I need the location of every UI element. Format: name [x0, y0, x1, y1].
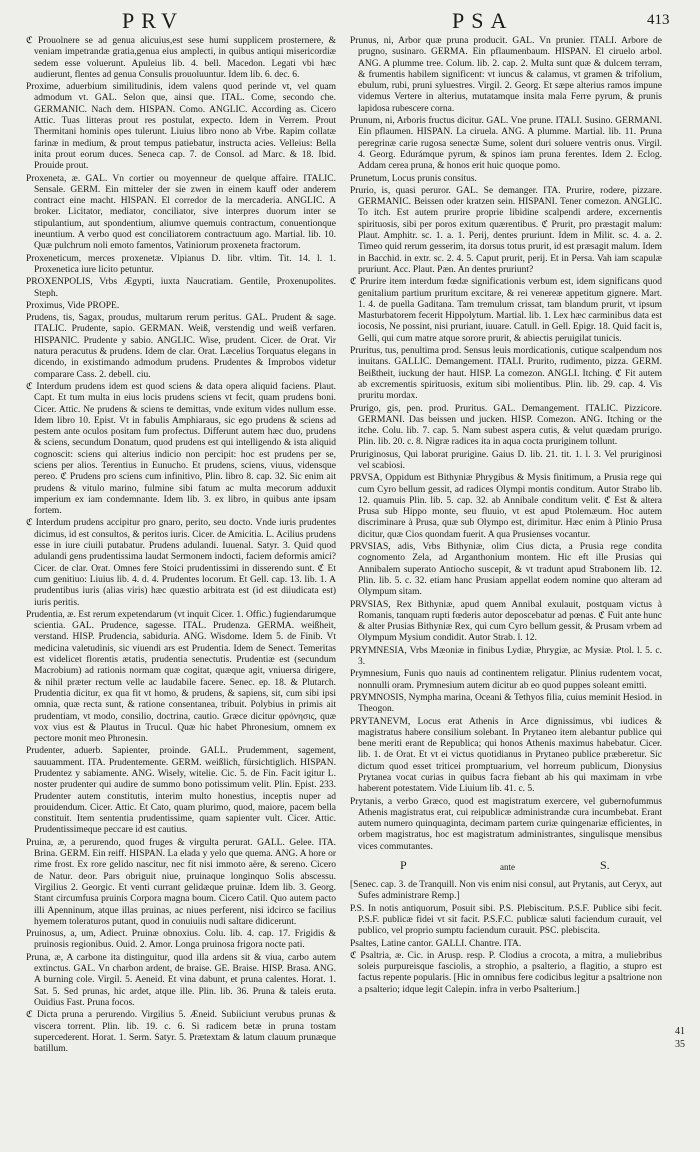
entry: ℭ Interdum prudens idem est quod sciens & data opera aliquid faciens. Plaut. Capt. Et tum multa in eius locis prudens sciens vt fecit, quam prudens boni. Cicer. Attic. Ne prudens & sciens te demittas, vnde exitum vides nullum esse. Idem libro 10. Epist. Vt in fabulis Amphiaraus, sic ego prudens & sciens ad pestem ante oculos positam fum profectus. Differunt autem hæc duo, prudens & sciens, secundum Donatum, quod prudens est qui intelligendo & ista aliquid cognoscit: sciens qui alterius indicio non percipit: hoc est prudens per se, sciens per alios. Terentius in Eunucho. Et prudens, sciens, viuus, vidensque pereo. ℭ Prudens pro sciens cum infinitivo, Plin. libro 8. cap. 32. Sic enim ait prudens & vitulo marino, fulmine sibi fatum ac multa mecorum adduxit imperium ex iam condemnante. Idem lib. 3. ex libro, in quibus ante ipsam fortem. [26, 381, 336, 517]
entry: Prunus, ni, Arbor quæ pruna producit. GAL. Vn prunier. ITALI. Arbore de prugno, susinaro. GERMA. Ein pflaumenbaum. HISPAN. El ciruelo arbol. ANG. A plumme tree. Colum. lib. 2. cap. 2. Multa sunt quæ & dulcem terram, & frumentis habilem significent: vt iuncus & calamus, vt gramen & trifolium, ebulum, rubi, pruni syluestres. Virgil. 2. Georg. Et sæpe alterius ramos impune videmus Vertere in alterius, mutatamque insita mala Ferre pyrum, & prunis lapidosa rubescere corna. [350, 36, 662, 114]
entry: Proxime, aduerbium similitudinis, idem valens quod perinde vt, vel quam admodum vt. GAL. Selon que, ainsi que. ITAL. Come, secondo che. GERMANIC. Nach dem. HISPAN. Como. ANGLIC. According as. Cicero Attic. Tuas litteras prout res postulat, expecto. Idem in Verrem. Prout Thermitani hominis opes tulerunt. Liuius libro nono ab Vrbe. Rapim collatæ farinæ in medium, & prout tempus patiebatur, instructa acies. Velleius: Bella inita prout eorum duces. Seneca cap. 7. de Consol. ad Marc. & 18. Ibid. Prouide prout. [26, 82, 336, 172]
entry: Prymnesium, Funis quo nauis ad continentem religatur. Plinius rudentem vocat, nonnulli oram. Prymnesium autem dicitur ab eo quod puppes soleant emitti. [350, 669, 662, 691]
entry: Pruinosus, a, um, Adiect. Pruinæ obnoxius. Colu. lib. 4. cap. 17. Frigidis & pruinosis regionibus. Ouid. 2. Amor. Longa pruinosa frigora nocte pati. [26, 929, 336, 951]
entry: PRVSIAS, Rex Bithyniæ, apud quem Annibal exulauit, postquam victus à Romanis, tanquam rupti fœderis autor deposcebatur ad pœnas. ℭ Fuit ante hunc & alter Prusias Bithyniæ Rex, qui cum Cyro bellum gessit, & Prusam vrbem ad Olympum Mysium condidit. Autor Strab. l. 12. [350, 599, 662, 644]
entry: Proximus, Vide PROPE. [26, 300, 120, 311]
entry: PRYTANEVM, Locus erat Athenis in Arce dignissimus, vbi iudices & magistratus habere consilium solebant. In Prytaneo item alebantur publice qui bene meriti erant de Republica; qui honos Athenis maximus habebatur. Cicer. lib. 1. de Orat. Et vt ei victus quotidianus in Prytaneo publice præberetur. Sic dictum quod esset triticei promptuarium, vel horreum publicum, Dionysius Prytanea vocat curias in quibus facra fiebant ab his qui maximam in vrbe haberent potestatem. Vide Liuium lib. 41. c. 5. [350, 716, 662, 795]
running-head [0, 8, 700, 34]
page-number: 413 [647, 12, 670, 28]
running-head-right: PSA [452, 8, 514, 33]
entry: ℭ Prouolnere se ad genua alicuius,est sese humi supplicem prosternere, & veniam impetrandæ gratia,genua eius amplecti, in quibus antiqui misericordiæ sedem esse voluerunt. Apuleius lib. 4. bell. Macedon. Legati vbi hæc audierunt, flentes ad genua Consulis prouoluuntur. Idem lib. 6. dec. 6. [26, 36, 336, 80]
entry: Proxeneta, æ. GAL. Vn cortier ou moyenneur de quelque affaire. ITALIC. Sensale. GERM. Ein mitteler der sie zwen in einem kauff oder anderem contract eine macht. HISPAN. El corredor de la mercaderia. ANGLIC. A broker. Licitator, mediator, conciliator, sive interpres duorum inter se stipulantium, aut spondentium, aliumve quemuis contractum, conuentionque ineuntium. A verbo quod est conciliatorem contractuum ago. Martial. lib. 10. Quæ pulchrum noli emoto famentos, Vatiniorum proxeneta fractorum. [26, 173, 336, 252]
entry: Pruriginosus, Qui laborat prurigine. Gaius D. lib. 21. tit. 1. l. 3. Vel pruriginosi vel scabiosi. [350, 449, 662, 471]
margin-note: 41 35 [675, 1026, 685, 1050]
entry: PRVSIAS, adis, Vrbs Bithyniæ, olim Cius dicta, a Prusia rege condita cognomento Zela, ad Arganthonium montem. Hic eft ille Prusias qui Annibalem superato Antiocho suscepit, & vt tradunt apud Strabonem lib. 12. Plin. lib. 5. c. 32. etiam hanc Prusiam appellat eodem nomine quo alteram ad Olympum sitam. [350, 542, 662, 598]
entry: Psaltes, Latine cantor. GALLI. Chantre. ITA. [350, 938, 522, 949]
entry: Pruina, æ, a perurendo, quod fruges & virgulta perurat. GALL. Gelee. ITA. Brina. GERM. Ein reiff. HISPAN. La elada y yelo que quema. ANG. A hore or rime frost. Ex rore gelido nascitur, nec fit nisi immoto aëre, & sereno. Cicero de Natur. deor. Pars obriguit niue, pruinaque longinquo Solis abscessu. Virgilius 2. Georgic. Et venti currant gelidæque pruinæ. Idem lib. 3. Georg. Stant circumfusa pruinis Corpora magna boum. Cicero Catil. Quo autem pacto illi Apenninum, atque illas pruinas, ac niues perferent, nisi idcirco se facilius hyemem toleraturos putant, quod in conuiuiis nudi saltare didicerunt. [26, 837, 336, 927]
section-heading-letter: P [400, 858, 407, 873]
entry: P.S. In notis antiquorum, Posuit sibi. P.S. Plebiscitum. P.S.F. Publice sibi fecit. P.S.F. publicæ fidei vt sit facit. P.S.F.C. publicæ saluti faciendum curauit, vel publico, vel proprio sumptu faciendum curauit. PSC. plebiscita. [350, 903, 662, 937]
entry: ℭ Psaltria, æ. Cic. in Arusp. resp. P. Clodius a crocota, a mitra, a muliebribus soleis purpureisque fasciolis, a strophio, a psalterio, a flagitio, a stupro est factus repente popularis. [Hic in omnibus fere codicibus legitur a psaltrione non a psalterio; idque legit Calepin. infra in verbo Psalterium.] [350, 950, 662, 995]
entry: PROXENPOLIS, Vrbs Ægypti, iuxta Naucratiam. Gentile, Proxenupolites. Steph. [26, 277, 336, 299]
entry: ℭ Interdum prudens accipitur pro gnaro, perito, seu docto. Vnde iuris prudentes dicimus, id est consultos, & peritos iuris. Cicer. de Amicitia. L. Acilius prudens esse in iure ciuili putabatur. Prudens adulandi. Iuuenal. Satyr. 3. Quid quod adulandi gens prudentissima laudat Sermonem indocti, faciem deformis amici? Cicer. de clar. Orat. Omnes fere Stoici prudentissimi in disserendo sunt. ℭ Et cum genitiuo: Liuius lib. 4. d. 4. Prudentes locorum. Et Gell. cap. 13. lib. 1. A prudentibus iuris (alias viris) hæc quæstio arbitrata est (id est diiudicata est) iuris peritis. [26, 518, 336, 608]
entry: Prudentia, æ. Est rerum expetendarum (vt inquit Cicer. 1. Offic.) fugiendarumque scientia. GAL. Prudence, sagesse. ITAL. Prudenza. GERMA. weißheit, verstand. HISP. Prudencia, sabiduria. ANG. Wisdome. Idem 5. de Finib. Vt medicina valetudinis, sic viuendi ars est Prudentia. Idem de Senect. Temeritas est videlicet florentis ætatis, prudentia senectutis. Prudentiæ est (secundum Macrobium) ad rationis normam quæ cogitat, quæque agit, vniuersa dirigere, & nihil præter rectum velle ac laudabile facere. Senec. ep. 18. & Plutarch. Prudentia dicitur, ex qua fit vt homo, & prudens, & sapiens, sit, cum sibi ipsi omnia, quæ recta sunt, & ratione consentanea, tribuit. Polybius in primis ait prudentiam, vt modo, consilio, doctrina, cautio. Græce dicitur φρόνησις, quæ vox vius est & Plautus in Trucul. Quæ hic habet Phronesium, omnem ex pectore monit meo Phronesin. [26, 609, 336, 745]
entry: Prunetum, Locus prunis consitus. [350, 173, 477, 184]
section-heading-word: ante [500, 862, 515, 873]
entry: PRYMNOSIS, Nympha marina, Oceani & Tethyos filia, cuius meminit Hesiod. in Theogon. [350, 692, 662, 715]
entry: Prytanis, a verbo Græco, quod est magistratum exercere, vel gubernofummus Athenis magistratus erat, cui reipublicæ administrandæ cura incumbebat. Erant autem numero quinquaginta, decimam partem curiæ quingenariæ efficientes, in orbem magistratus, hoc est magistratum administrantes, singulisque mensibus vices commutantes. [350, 796, 662, 852]
entry: Prurio, is, quasi peruror. GAL. Se demanger. ITA. Prurire, rodere, pizzare. GERMANIC. Beissen oder kratzen sein. HISPANI. Tener comezon. ANGLIC. To itch. Est autem prurire proprie libidine scalpendi ardere, excernentis spirituosis, sibi per poros exitum quærentibus. ℭ Prurit, pro præstagit malum: Plaut. Amphitr. sc. 1. a. 1. Perij, dentes pruriunt. Idem in Milit. sc. 4. a. 2. Timeo quid rerum gesserim, ita dorsus totus prurit, id est præsagit malum. Idem in Bacchid. in extr. sc. 2. 4. 5. Caput prurit, perij. Et in Persa. Vah iam scapulæ pruriunt. Acc. Plaut. Pæn. An dentes pruriunt? [350, 185, 662, 275]
entry: Pruritus, tus, penultima prod. Sensus leuis mordicationis, cutique scalpendum nos inuitans. GALLIC. Demangement. ITALI. Prurito, rudimento, pizza. GERM. Beißtheit, iuckung der haut. HISP. La comezon. ANGLI. Itching. ℭ Fit autem ab excrementis spirituosis, exitum sibi molientibus. Plin. lib. 29. cap. 4. Vis pruritu mordax. [350, 346, 662, 402]
entry: Prunum, ni, Arboris fructus dicitur. GAL. Vne prune. ITALI. Susino. GERMANI. Ein pflaumen. HISPAN. La ciruela. ANG. A plumme. Martial. lib. 11. Pruna peregrinæ carie rugosa senectæ Sume, solent duri soluere ventris onus. Virgil. 4. Georg. Edurámque pyrum, & spinos iam pruna ferentes. Idem 2. Eclog. Addam cerea pruna, & honos erit huic quoque pomo. [350, 116, 662, 172]
entry: ℭ Dicta pruna a perurendo. Virgilius 5. Æneid. Subiiciunt verubus prunas & viscera torrent. Plin. lib. 19. c. 6. Si radicem betæ in pruna tostam supercederent. Horat. 1. Serm. Satyr. 5. Prætextam & latum clauum prunæque batillum. [26, 1010, 336, 1055]
entry: Prudenter, aduerb. Sapienter, proinde. GALL. Prudemment, sagement, sauuamment. ITA. Prudentemente. GERM. weißlich, fürsichtiglich. HISPAN. Prudentez y sabiamente. ANG. Wisely, witelie. Cic. 5. de Fin. Facit igitur L. noster prudenter qui audire de summo bono potissimum velit. Plin. Epist. 233. Prudenter autem constitutis, interim multo honestius, inceptis nuper ad prouidendum. Cicer. Attic. Et Cato, quam plurimo, quod, maiore, pacem bella constituit. Item sententia prudentissime, quam sapienter vult. Cicer. Attic. Prudentissimeque peccare id est cautius. [26, 746, 336, 836]
right-column [350, 36, 662, 1146]
entry: PRYMNESIA, Vrbs Mæoniæ in finibus Lydiæ, Phrygiæ, ac Mysiæ. Ptol. l. 5. c. 3. [350, 645, 662, 668]
running-head-left: PRV [122, 8, 185, 33]
entry: Prudens, tis, Sagax, proudus, multarum rerum peritus. GAL. Prudent & sage. ITALIC. Prudente, sapio. GERMAN. Weiß, verstendig und weiß verfaren. HISPANIC. Prudente y sabio. ANGLIC. Wise, prudent. Cicer. de Orat. Vir natura peracutus & prudens. Idem de clar. Orat. Læcelius Torquatus elegans in dicendo, in existimando admodum prudens. Prudentes & Improbos videtur comparare Cass. 2. debell. ciu. [26, 313, 336, 380]
left-column [26, 36, 336, 1146]
entry: Proxeneticum, merces proxenetæ. Vlpianus D. libr. vltim. Tit. 14. l. 1. Proxenetica iure licito petuntur. [26, 253, 336, 275]
entry: [Senec. cap. 3. de Tranquill. Non vis enim nisi consul, aut Prytanis, aut Ceryx, aut Sufes administrare Remp.] [350, 880, 662, 902]
section-heading-letter: S. [600, 858, 610, 873]
section-heading [350, 858, 662, 876]
entry: ℭ Prurire item interdum fœdæ significationis verbum est, idem significans quod genitalium partium pruritum excitare, & rei venereæ appetitum gignere. Mart. 1. 4. de puella Gaditana. Tam tremulum crissat, tam blandum prurit, vt ipsum Masturbatorem fecerit Hippolytum. Martial. lib. 1. Lex hæc carminibus data est iocosis, Ne possint, nisi pruriant, iuuare. Catull. in Gell. Epigr. 18. Quid facit is, Gelli, qui cum matre atque sorore prurit, & abiectis peruigilat tunicis. [350, 277, 662, 344]
entry: Prurigo, gis, pen. prod. Pruritus. GAL. Demangement. ITALIC. Pizzicore. GERMANI. Das beissen und jucken. HISP. Comezon. ANG. Itching or the itche. Colu. lib. 7. cap. 5. Nam subest aspera cutis, & velut quædam prurigo. Plin. lib. 20. c. 8. Nigræ radices ita in aqua cocta pruriginem tollunt. [350, 403, 662, 448]
entry: Pruna, æ, A carbone ita distinguitur, quod illa ardens sit & viua, carbo autem extinctus. GAL. Vn charbon ardent, de braise. GE. Braise. HISP. Brasa. ANG. A burning cole. Virgil. 5. Aeneid. Et vina dabunt, et pruna calentes. Horat. 1. Sat. 5. Sed prunas, hic ardet, atque ille. Plin. lib. 36. Pruna & taleis eruta. Ouidius Fast. Pruna focos. [26, 952, 336, 1008]
entry: PRVSA, Oppidum est Bithyniæ Phrygibus & Mysis finitimum, a Prusia rege qui cum Cyro bellum gessit, ad radices Olympi montis conditum. Autor Strabo lib. 12. quamuis Plin. lib. 5. cap. 32. ab Annibale conditum velit. ℭ Est & altera Prusa sub Hippo monte, seu fluuio, vt est apud Ptolemæum. Hoc autem discriminare à Prusa, quæ sub Olympo est, dirimitur. Hæc enim à Plinio Prusa dicitur, quæ Cios quondam fuerit. A qua Prusienses vocantur. [350, 473, 662, 540]
